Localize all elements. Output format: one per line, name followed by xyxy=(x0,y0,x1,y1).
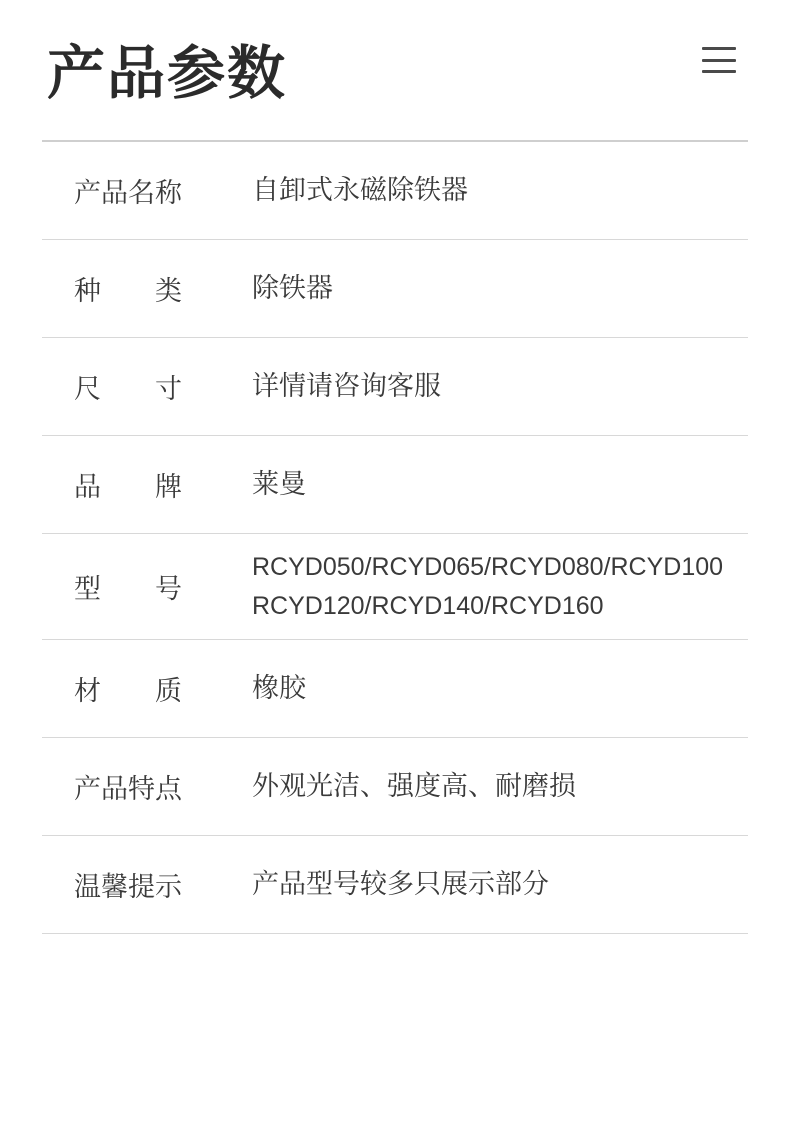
spec-value: 橡胶 xyxy=(252,672,306,703)
spec-value: 产品型号较多只展示部分 xyxy=(252,868,549,899)
spec-label: 尺 寸 xyxy=(74,374,182,404)
table-row xyxy=(42,738,748,836)
spec-value: 除铁器 xyxy=(252,272,333,303)
page-title: 产品参数 xyxy=(47,41,288,106)
table-row xyxy=(42,338,748,436)
table-row xyxy=(42,640,748,738)
table-row xyxy=(42,836,748,934)
spec-label: 产品特点 xyxy=(74,774,182,804)
bottom-spacer xyxy=(42,934,748,994)
spec-value: 详情请咨询客服 xyxy=(252,370,441,401)
table-row xyxy=(42,240,748,338)
spec-value: 自卸式永磁除铁器 xyxy=(252,174,468,205)
spec-value-line2: RCYD120/RCYD140/RCYD160 xyxy=(252,591,604,620)
spec-label: 产品名称 xyxy=(74,178,182,208)
menu-icon-bar-2 xyxy=(702,59,736,62)
spec-value: 外观光洁、强度高、耐磨损 xyxy=(252,770,576,801)
spec-label: 型 号 xyxy=(74,574,182,604)
table-row xyxy=(42,436,748,534)
spec-label: 品 牌 xyxy=(74,472,182,502)
spec-label: 温馨提示 xyxy=(74,872,182,902)
table-row xyxy=(42,142,748,240)
menu-icon-bar-3 xyxy=(702,70,736,73)
hamburger-menu-icon[interactable] xyxy=(702,47,736,73)
spec-label: 材 质 xyxy=(74,676,182,706)
spec-value: 莱曼 xyxy=(252,468,306,499)
spec-label: 种 类 xyxy=(74,276,182,306)
spec-table xyxy=(42,142,748,934)
menu-icon-bar-1 xyxy=(702,47,736,50)
spec-value-line1: RCYD050/RCYD065/RCYD080/RCYD100 xyxy=(252,552,724,581)
spec-value xyxy=(252,548,723,626)
table-row xyxy=(42,534,748,640)
page-header xyxy=(42,0,748,140)
